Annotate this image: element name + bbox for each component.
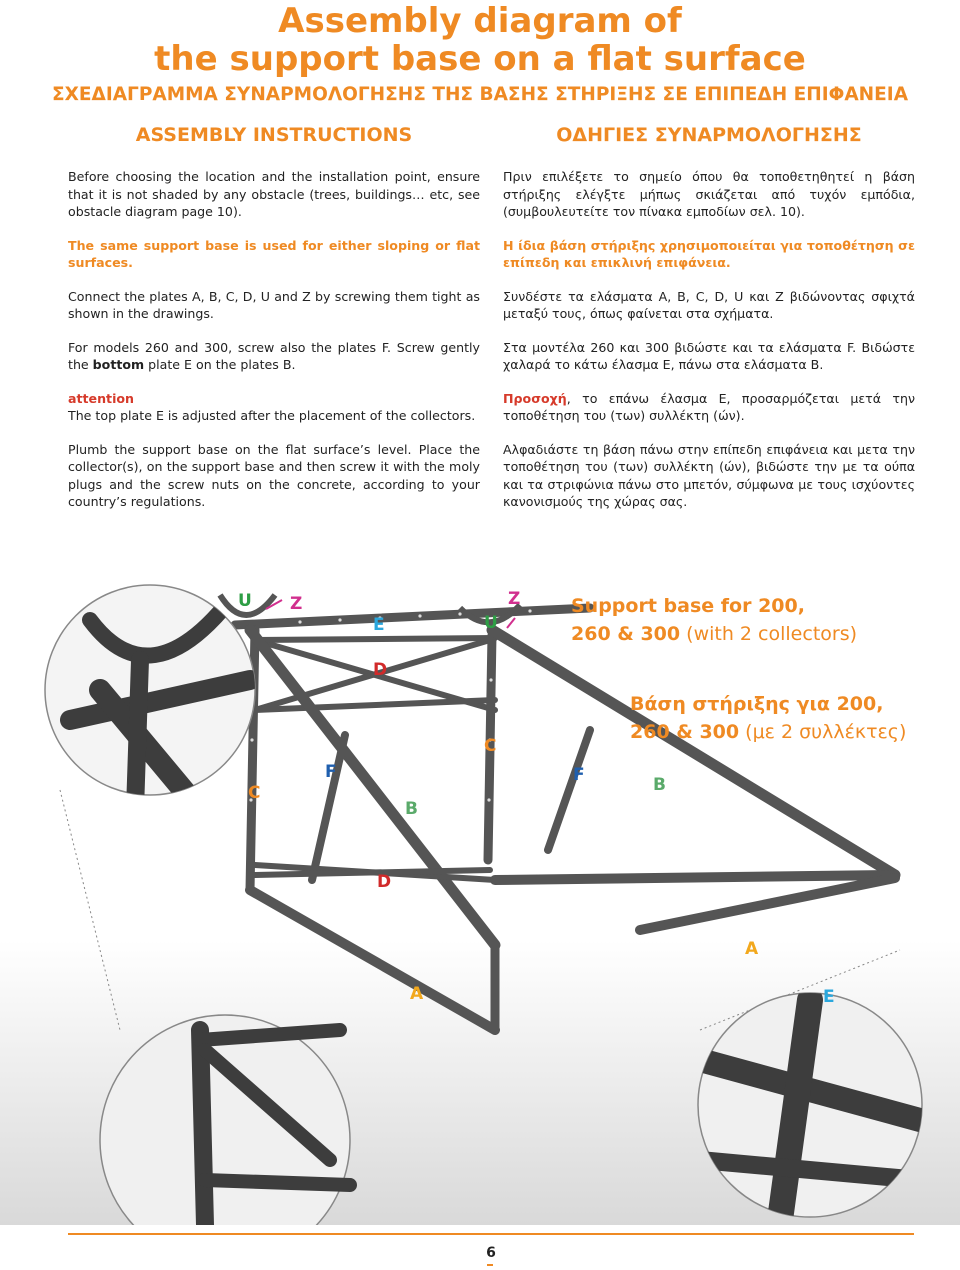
page-title-greek: ΣΧΕΔΙΑΓΡΑΜΜΑ ΣΥΝΑΡΜΟΛΟΓΗΣΗΣ ΤΗΣ ΒΑΣΗΣ ΣΤΗΡΙΞΗΣ ΣΕ ΕΠΙΠΕΔΗ ΕΠΙΦΑΝΕΙΑ (51, 84, 909, 105)
detail-circle-top (45, 585, 255, 810)
caption-en-models: 260 & 300 (571, 623, 681, 645)
assembly-instructions-heading: ASSEMBLY INSTRUCTIONS (135, 124, 413, 146)
gr-attention-label: Προσοχή (503, 390, 567, 406)
gr-paragraph-attention (503, 390, 915, 425)
page-number-mark (487, 1264, 493, 1266)
gr-paragraph-connect: Συνδέστε τα ελάσματα A, B, C, D, U και Z βιδώνοντας σφιχτά μεταξύ τους, όπως φαίνεται στα σχήματα. (503, 288, 915, 321)
label-d-top: D (373, 660, 388, 680)
z-arrow-right (507, 618, 515, 628)
frame-bars (235, 608, 895, 1030)
en-attention-label: attention (68, 390, 135, 406)
label-a-right: A (745, 939, 759, 959)
label-u-left: U (238, 591, 252, 611)
label-c-right: C (484, 736, 497, 756)
english-instructions (68, 168, 480, 527)
label-f-left: F (325, 762, 337, 782)
en-paragraph-location: Before choosing the location and the installation point, ensure that it is not shaded by any obstacle (trees, buildings… etc, see obstacle diagram page 10). (68, 169, 480, 219)
label-a-left: A (410, 984, 424, 1004)
support-base-drawing (0, 560, 960, 1225)
greek-instructions (503, 168, 915, 527)
label-z-right: Z (508, 589, 521, 609)
label-z-left: Z (290, 594, 303, 614)
figure-caption-greek (630, 690, 906, 746)
page-number: 6 (486, 1245, 496, 1261)
label-e-top: E (373, 615, 385, 635)
en-attention-text: The top plate E is adjusted after the placement of the collectors. (68, 408, 476, 423)
en-models-text: For models 260 and 300, screw also the plates F. Screw gently the (68, 339, 480, 372)
label-d-bottom: D (377, 872, 392, 892)
caption-gr-models: 260 & 300 (630, 721, 740, 743)
caption-en-line2 (571, 620, 857, 648)
en-bottom-word: bottom (92, 357, 145, 372)
gr-attention-text: , το επάνω έλασμα Ε, προσαρμόζεται μετά την τοποθέτηση του (των) συλλέκτη (ών). (503, 390, 915, 423)
label-b-left: B (405, 799, 418, 819)
en-paragraph-same-base: The same support base is used for either sloping or flat surfaces. (68, 237, 480, 270)
caption-en-collectors: (with 2 collectors) (680, 623, 858, 645)
en-paragraph-plumb: Plumb the support base on the flat surface’s level. Place the collector(s), on the support base and then screw it with the moly plugs and the screw nuts on the concrete, according to your country’s regulations. (68, 441, 480, 509)
label-u-right: U (484, 613, 498, 633)
label-c-left: C (248, 783, 261, 803)
assembly-figure (0, 560, 960, 1225)
en-models-text-end: plate E on the plates B. (144, 357, 296, 372)
detail-connector-left (60, 790, 120, 1030)
caption-gr-line1: Βάση στήριξης για 200, (630, 693, 884, 715)
label-e-bottom: E (823, 987, 835, 1007)
detail-circle-right (698, 993, 922, 1220)
label-b-right: B (653, 775, 666, 795)
en-paragraph-models (68, 339, 480, 374)
gr-paragraph-location: Πριν επιλέξετε το σημείο όπου θα τοποθετηθητεί η βάση στήριξης ελέγξτε μήπως σκιάζεται από τυχόν εμπόδια, (συμβουλευτείτε τον πίνακα εμποδίων σελ. 10). (503, 169, 915, 219)
caption-gr-collectors: (με 2 συλλέκτες) (739, 721, 907, 743)
page-title-line1: Assembly diagram of (278, 1, 682, 41)
en-paragraph-connect: Connect the plates A, B, C, D, U and Z by screwing them tight as shown in the drawings. (68, 288, 480, 321)
label-f-right: F (573, 765, 585, 785)
caption-gr-line2 (630, 718, 906, 746)
en-paragraph-attention (68, 390, 480, 425)
page-title-line2: the support base on a flat surface (154, 39, 806, 79)
detail-circle-bottom (100, 1015, 350, 1225)
footer-rule (68, 1233, 914, 1235)
figure-caption-english (571, 592, 857, 648)
gr-paragraph-models: Στα μοντέλα 260 και 300 βιδώστε και τα ελάσματα F. Βιδώστε χαλαρά το κάτω έλασμα E, πάνω στα ελάσματα B. (503, 339, 915, 372)
gr-paragraph-same-base: Η ίδια βάση στήριξης χρησιμοποιείται για τοποθέτηση σε επίπεδη και επικλινή επιφάνεια. (503, 237, 915, 270)
caption-en-line1: Support base for 200, (571, 595, 805, 617)
gr-paragraph-plumb: Αλφαδιάστε τη βάση πάνω στην επίπεδη επιφάνεια και μετα την τοποθέτηση του (των) συλλέκτη (ών), βιδώστε την με τα ούπα και τα στριφώνια πάνω στο μπετόν, σύμφωνα με τους ισχύοντες κανονισμούς της χώρας σας. (503, 441, 915, 509)
greek-instructions-heading: ΟΔΗΓΙΕΣ ΣΥΝΑΡΜΟΛΟΓΗΣΗΣ (556, 124, 862, 146)
